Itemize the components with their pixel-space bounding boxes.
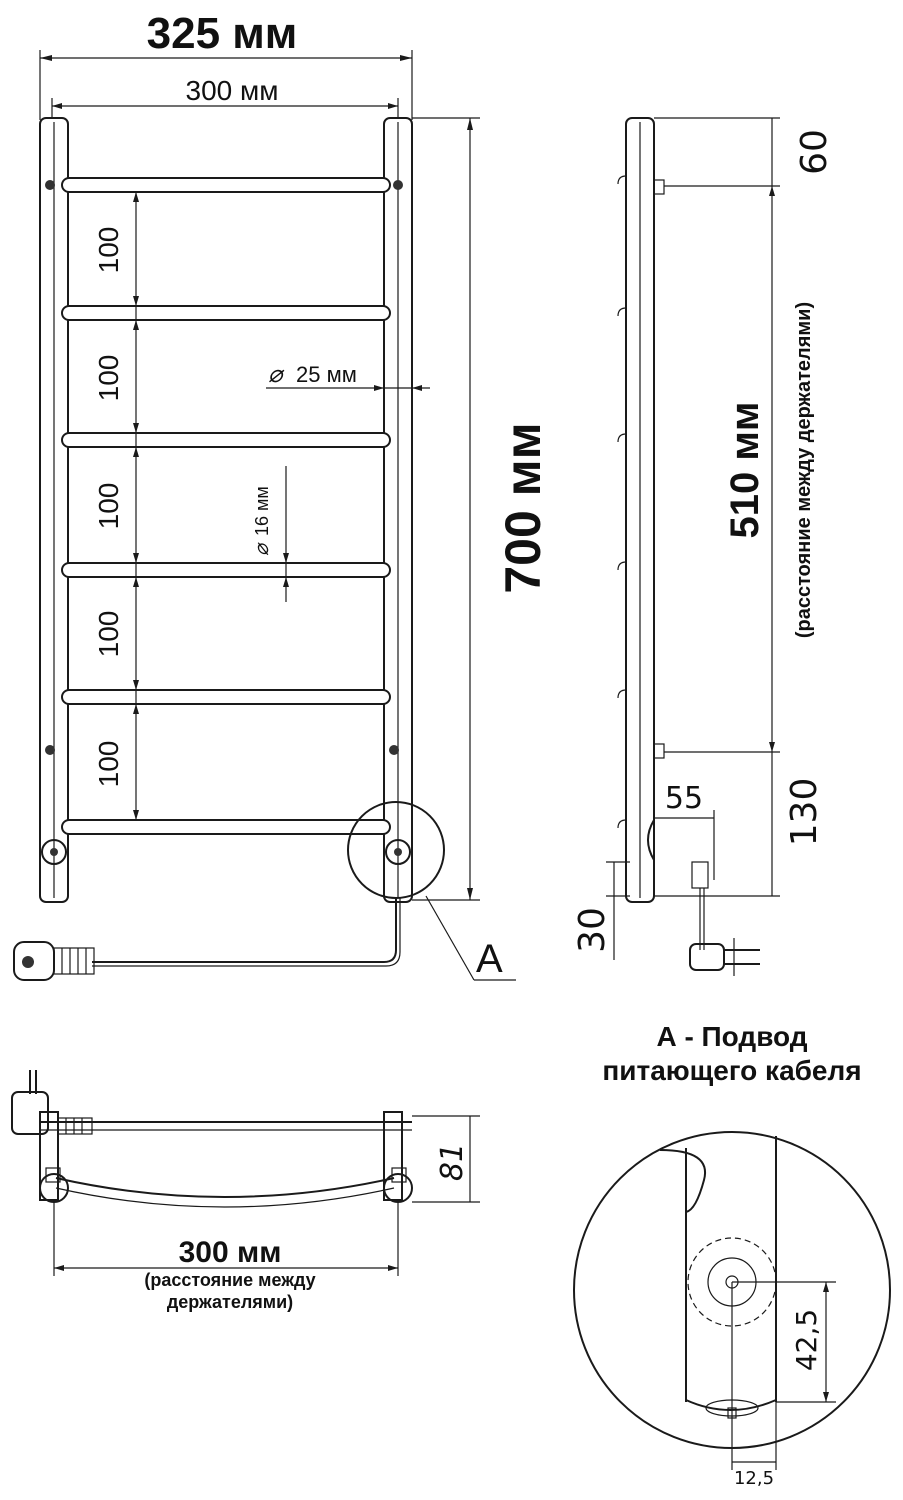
height-label: 700 мм xyxy=(495,422,551,594)
base-offset-label: 30 xyxy=(572,907,613,953)
detail-horizontal-label: 12,5 xyxy=(733,1468,775,1489)
crossbar xyxy=(62,563,390,577)
top-holder-width-note-1: (расстояние между xyxy=(144,1270,316,1290)
step-label: 100 xyxy=(93,226,124,274)
holder-bolt xyxy=(45,180,55,190)
side-view xyxy=(572,118,835,976)
crossbar xyxy=(62,433,390,447)
bar-diameter-label: 16 мм xyxy=(252,486,272,536)
side-plug xyxy=(690,944,724,970)
holder-distance-label: 510 мм xyxy=(723,401,767,539)
callout-label: А xyxy=(476,937,503,981)
detail-title-2: питающего кабеля xyxy=(602,1055,862,1086)
diameter-symbol: ⌀ xyxy=(268,361,283,388)
holder-width-label: 300 мм xyxy=(185,75,279,106)
crossbar xyxy=(62,690,390,704)
holder-bolt xyxy=(393,180,403,190)
holder-bolt xyxy=(45,745,55,755)
detail-a xyxy=(574,1021,890,1489)
crossbar xyxy=(62,178,390,192)
top-holder-width-label: 300 мм xyxy=(178,1236,282,1269)
depth-label: 81 xyxy=(435,1142,470,1182)
step-label: 100 xyxy=(93,482,124,530)
front-view xyxy=(14,9,551,981)
top-view xyxy=(12,1070,480,1312)
detail-vertical-label: 42,5 xyxy=(790,1308,823,1372)
overall-width-label: 325 мм xyxy=(146,9,298,58)
cable-offset-label: 55 xyxy=(664,781,704,816)
holder-bolt xyxy=(389,745,399,755)
crossbar xyxy=(62,306,390,320)
diameter-symbol: ⌀ xyxy=(251,543,273,556)
bottom-offset-label: 130 xyxy=(784,777,825,847)
top-holder xyxy=(384,1174,412,1202)
step-label: 100 xyxy=(93,354,124,402)
step-label: 100 xyxy=(93,740,124,788)
cable-plug xyxy=(14,942,54,980)
power-cable xyxy=(92,898,396,962)
holder-distance-note: (расстояние между держателями) xyxy=(793,301,815,639)
pipe-diameter-label: 25 мм xyxy=(296,362,357,387)
step-label: 100 xyxy=(93,610,124,658)
detail-title-1: А - Подвод xyxy=(656,1021,808,1052)
top-holder xyxy=(40,1174,68,1202)
top-bar xyxy=(56,1178,394,1197)
crossbar xyxy=(62,820,390,834)
top-holder-width-note-2: держателями) xyxy=(166,1292,294,1312)
top-offset-label: 60 xyxy=(794,129,835,175)
